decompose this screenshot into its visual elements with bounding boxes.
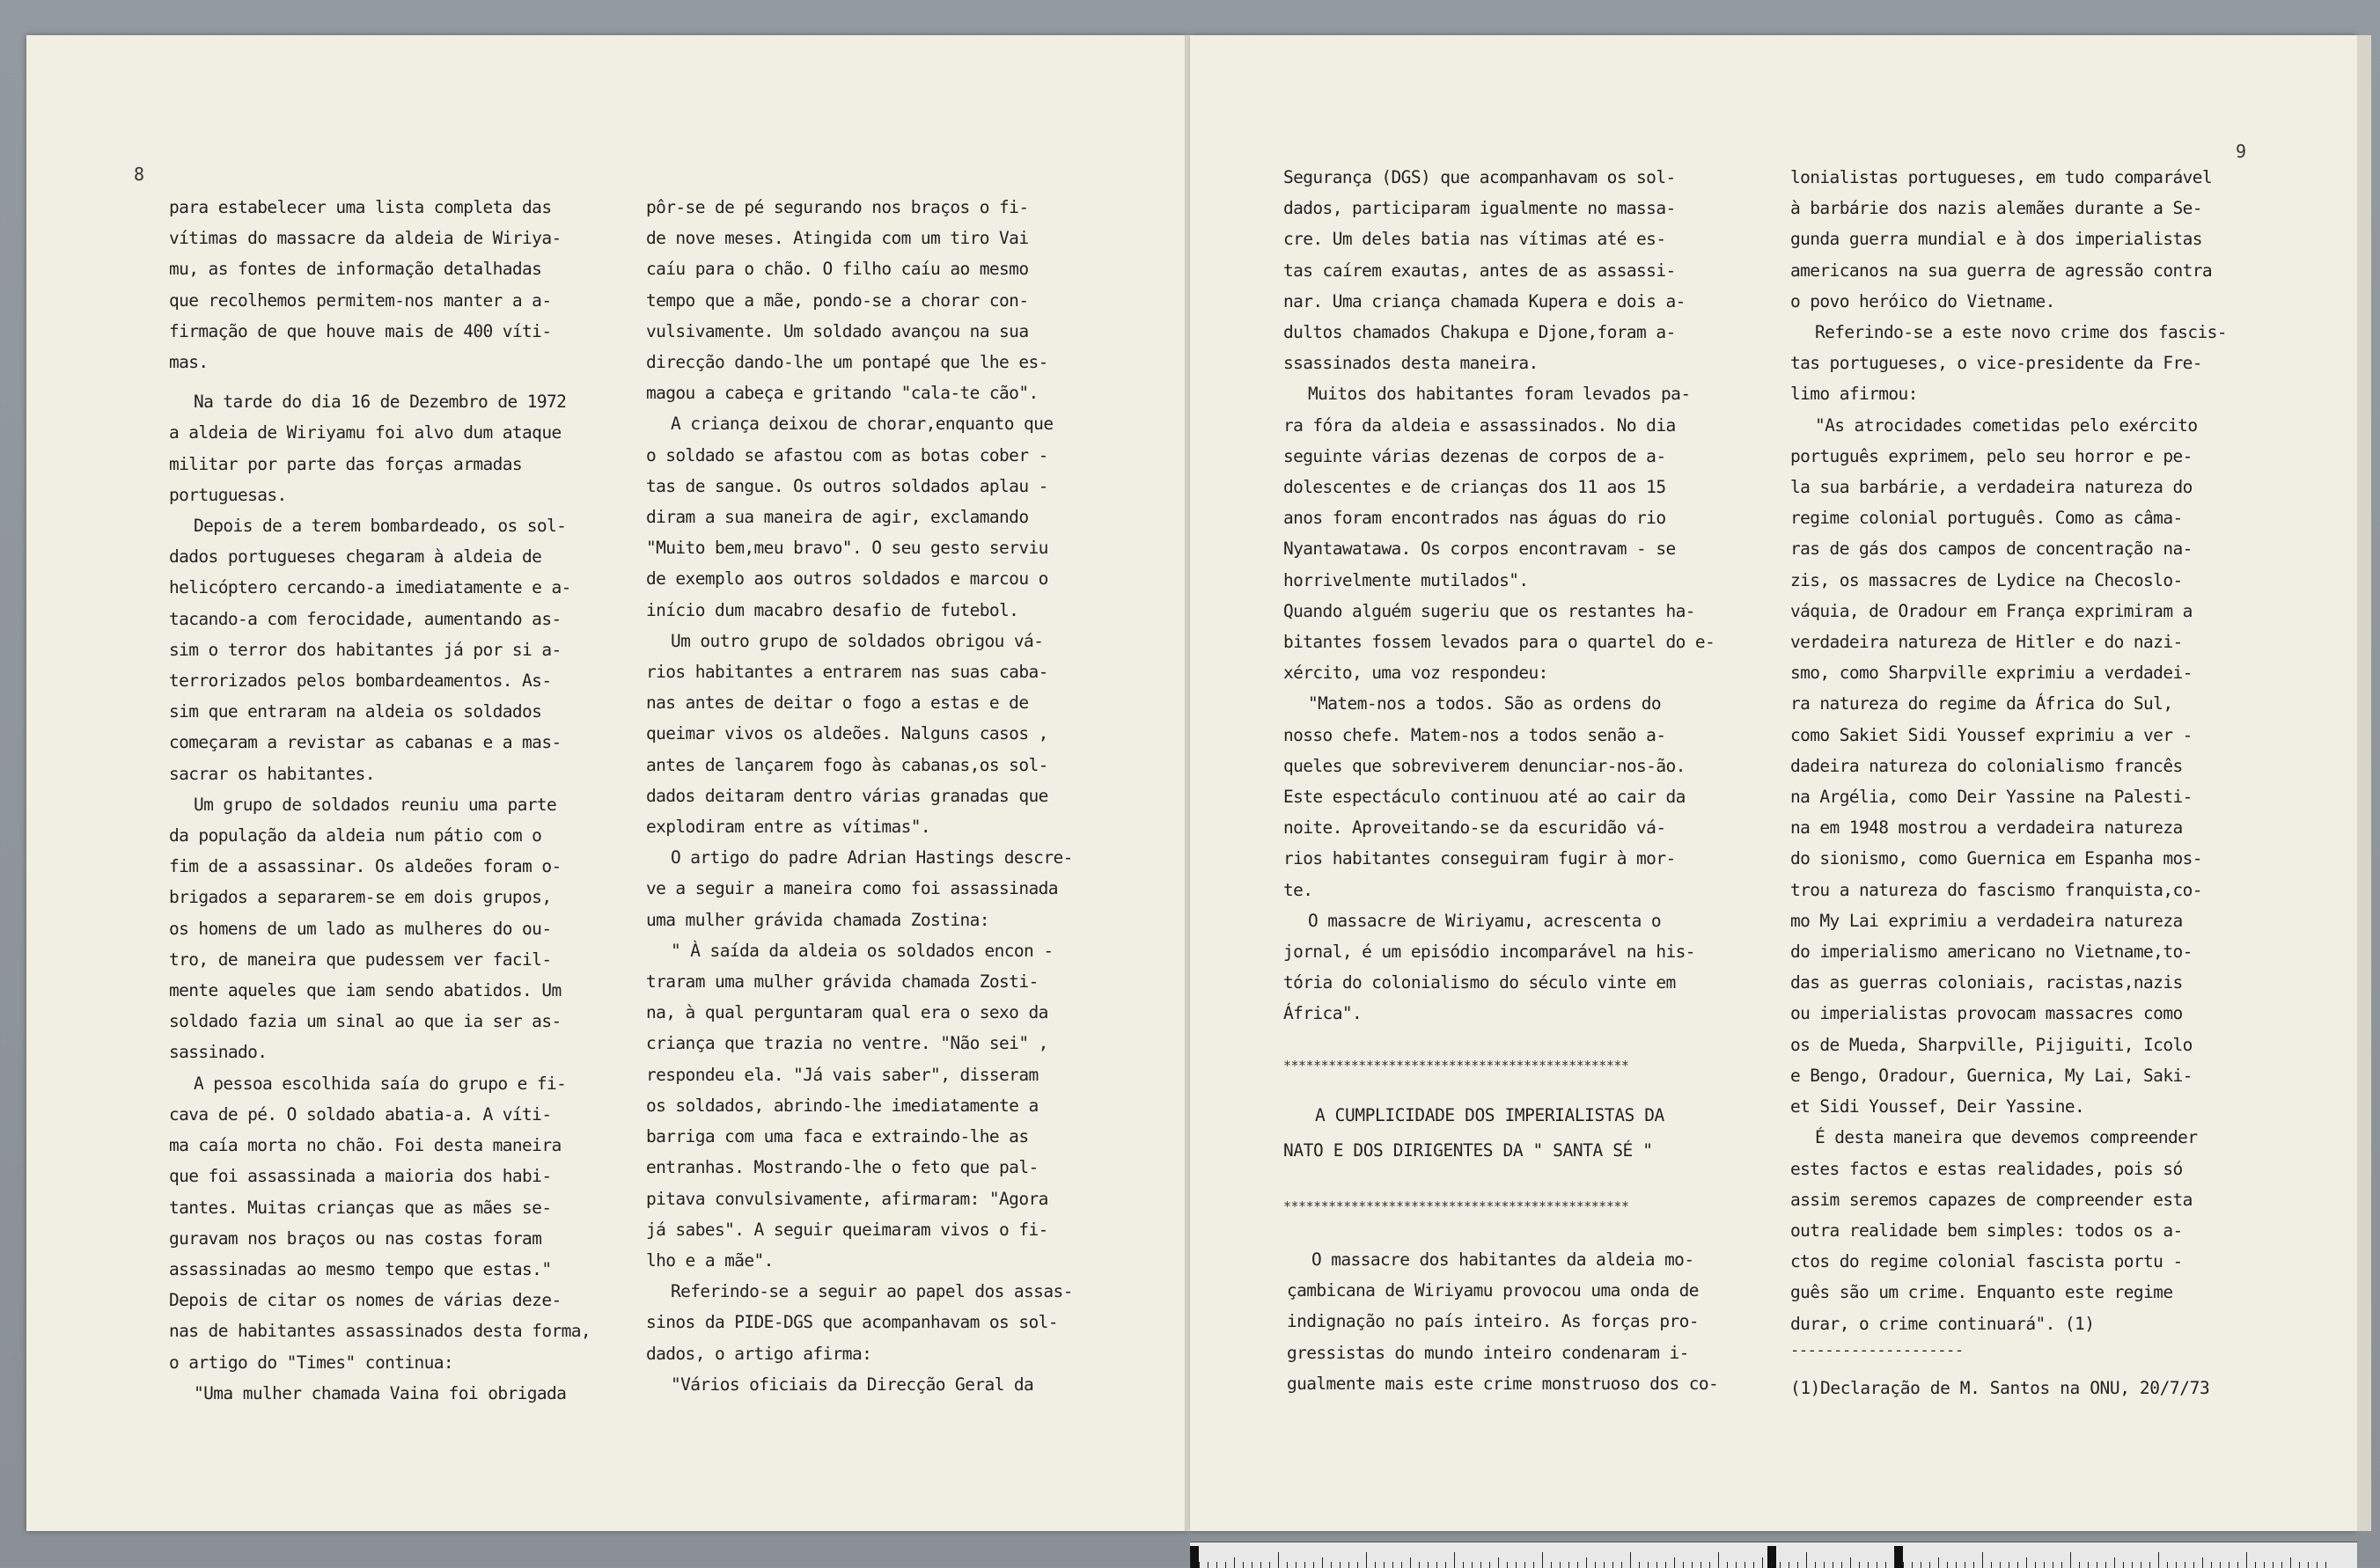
- ruler-block: [1894, 1546, 1903, 1568]
- text-line: smo, como Sharpville exprimiu a verdadei-: [1790, 663, 2193, 684]
- separator-stars-top: **********************************************: [1283, 1058, 1629, 1073]
- text-line: cre. Um deles batia nas vítimas até es-: [1283, 229, 1666, 250]
- ruler-tick: [1938, 1557, 1939, 1568]
- text-line: ssassinados desta maneira.: [1283, 353, 1539, 374]
- text-line: rios habitantes a entrarem nas suas caba-: [646, 662, 1048, 683]
- text-line: ve a seguir a maneira como foi assassinada: [646, 878, 1058, 899]
- ruler-tick: [1674, 1557, 1675, 1568]
- text-line: brigados a separarem-se em dois grupos,: [169, 887, 552, 908]
- text-line: lonialistas portugueses, em tudo comparável: [1790, 167, 2213, 187]
- text-line: nosso chefe. Matem-nos a todos senão a-: [1283, 724, 1666, 745]
- text-line: mente aqueles que iam sendo abatidos. Um: [169, 980, 562, 1001]
- text-line: Referindo-se a seguir ao papel dos assas-: [671, 1281, 1073, 1302]
- text-line: já sabes". A seguir queimaram vivos o fi-: [646, 1219, 1048, 1240]
- text-line: que recolhemos permitem-nos manter a a-: [169, 289, 552, 311]
- text-line: uma mulher grávida chamada Zostina:: [646, 909, 989, 930]
- text-line: indignação no país inteiro. As forças pro-: [1287, 1311, 1699, 1332]
- text-line: respondeu ela. "Já vais saber", disseram: [646, 1064, 1039, 1085]
- footnote-rule: --------------------: [1790, 1342, 1964, 1359]
- page-edge-strip: [2357, 35, 2371, 1531]
- text-line: tas caírem exautas, antes de as assassi-: [1283, 260, 1676, 281]
- text-line: jornal, é um episódio incomparável na his-: [1283, 942, 1695, 963]
- section-heading-line-1: A CUMPLICIDADE DOS IMPERIALISTAS DA: [1315, 1105, 1664, 1125]
- text-line: ra fóra da aldeia e assassinados. No dia: [1283, 414, 1676, 436]
- text-line: de exemplo aos outros soldados e marcou o: [646, 568, 1048, 590]
- text-line: à barbárie dos nazis alemães durante a Se-: [1790, 198, 2202, 219]
- text-line: queimar vivos os aldeões. Nalguns casos ,: [646, 723, 1048, 744]
- text-line: português exprimem, pelo seu horror e pe-: [1790, 445, 2193, 466]
- text-line: e Bengo, Oradour, Guernica, My Lai, Saki-: [1790, 1065, 2193, 1086]
- text-line: tacando-a com ferocidade, aumentando as-: [169, 608, 562, 629]
- text-line: nas de habitantes assassinados desta forma,: [169, 1321, 591, 1342]
- text-line: Um outro grupo de soldados obrigou vá-: [671, 630, 1044, 651]
- text-line: dados, participaram igualmente no massa-: [1283, 198, 1676, 219]
- text-line: noite. Aproveitando-se da escuridão vá-: [1283, 817, 1666, 839]
- text-line: dolescentes e de crianças dos 11 aos 15: [1283, 477, 1666, 498]
- separator-stars-bottom: **********************************************: [1283, 1198, 1629, 1214]
- ruler-tick: [1410, 1557, 1411, 1568]
- ruler-tick: [2026, 1557, 2027, 1568]
- text-line: regime colonial português. Como as câma-: [1790, 508, 2183, 529]
- ruler-block: [1190, 1546, 1199, 1568]
- text-line: sassinado.: [169, 1042, 268, 1063]
- text-line: o soldado se afastou com as botas cober -: [646, 444, 1048, 465]
- text-line: entranhas. Mostrando-lhe o feto que pal-: [646, 1157, 1039, 1178]
- text-line: os homens de um lado as mulheres do ou-: [169, 918, 552, 939]
- ruler-tick: [1762, 1557, 1763, 1568]
- ruler-tick: [1982, 1552, 1983, 1568]
- text-line: antes de lançarem fogo às cabanas,os sol-: [646, 754, 1048, 775]
- ruler-tick: [1850, 1557, 1851, 1568]
- text-line: "As atrocidades cometidas pelo exército: [1815, 414, 2198, 436]
- text-line: fim de a assassinar. Os aldeões foram o-: [169, 856, 562, 877]
- text-line: váquia, de Oradour em França exprimiram a: [1790, 600, 2193, 621]
- text-line: barriga com uma faca e extraindo-lhe as: [646, 1126, 1029, 1147]
- ruler-tick: [1630, 1552, 1631, 1568]
- text-line: do imperialismo americano no Vietname,to-: [1790, 942, 2193, 963]
- left-page-column-2: [646, 192, 1095, 1400]
- ruler-tick: [1234, 1557, 1235, 1568]
- text-line: gunda guerra mundial e à dos imperialistas: [1790, 229, 2202, 250]
- text-line: guês são um crime. Enquanto este regime: [1790, 1282, 2173, 1303]
- text-line: na, à qual perguntaram qual era o sexo da: [646, 1002, 1048, 1023]
- text-line: diram a sua maneira de agir, exclamando: [646, 507, 1029, 528]
- text-line: verdadeira natureza de Hitler e do nazi-: [1790, 632, 2183, 653]
- text-line: É desta maneira que devemos compreender: [1815, 1127, 2198, 1148]
- text-line: ras de gás dos campos de concentração na-: [1790, 539, 2193, 560]
- ruler-tick: [2114, 1557, 2115, 1568]
- text-line: bitantes fossem levados para o quartel do e-: [1283, 632, 1715, 653]
- text-line: caíu para o chão. O filho caíu ao mesmo: [646, 259, 1029, 280]
- text-line: o artigo do "Times" continua:: [169, 1352, 454, 1373]
- ruler-tick: [1190, 1552, 1191, 1568]
- text-line: zis, os massacres de Lydice na Checoslo-: [1790, 569, 2183, 590]
- text-line: das as guerras coloniais, racistas,nazis: [1790, 972, 2183, 993]
- text-line: tantes. Muitas crianças que as mães se-: [169, 1197, 552, 1218]
- text-line: militar por parte das forças armadas: [169, 453, 523, 474]
- text-line: firmação de que houve mais de 400 víti-: [169, 320, 552, 341]
- text-line: Depois de citar os nomes de várias deze-: [169, 1290, 562, 1311]
- text-line: xército, uma voz respondeu:: [1283, 663, 1548, 684]
- text-line: Quando alguém sugeriu que os restantes ha-: [1283, 600, 1695, 621]
- text-line: pôr-se de pé segurando nos braços o fi-: [646, 197, 1029, 217]
- scale-ruler: [1190, 1542, 2357, 1568]
- text-line: A pessoa escolhida saía do grupo e fi-: [194, 1073, 567, 1094]
- text-line: dados portugueses chegaram à aldeia de: [169, 546, 542, 568]
- text-line: Um grupo de soldados reuniu uma parte: [194, 794, 557, 815]
- text-line: começaram a revistar as cabanas e a mas-: [169, 732, 562, 753]
- text-line: da população da aldeia num pátio com o: [169, 825, 542, 846]
- text-line: nas antes de deitar o fogo a estas e de: [646, 692, 1029, 714]
- text-line: tro, de maneira que pudessem ver facil-: [169, 949, 552, 970]
- text-line: criança que trazia no ventre. "Não sei" ,: [646, 1033, 1048, 1054]
- ruler-tick: [2290, 1557, 2291, 1568]
- text-line: helicóptero cercando-a imediatamente e a-: [169, 577, 571, 598]
- right-page-column-1: [1283, 162, 1741, 1029]
- text-line: "Matem-nos a todos. São as ordens do: [1308, 693, 1662, 714]
- text-line: gualmente mais este crime monstruoso dos co-: [1287, 1373, 1719, 1394]
- text-line: sim o terror dos habitantes já por si a-: [169, 639, 562, 660]
- text-line: guravam nos braços ou nas costas foram: [169, 1227, 542, 1249]
- ruler-tick: [1806, 1552, 1807, 1568]
- text-line: Na tarde do dia 16 de Dezembro de 1972: [194, 392, 567, 413]
- text-line: os soldados, abrindo-lhe imediatamente a: [646, 1095, 1039, 1116]
- text-line: de nove meses. Atingida com um tiro Vai: [646, 228, 1029, 249]
- text-line: assim seremos capazes de compreender esta: [1790, 1189, 2193, 1210]
- text-line: dados deitaram dentro várias granadas que: [646, 785, 1048, 806]
- text-line: para estabelecer uma lista completa das: [169, 197, 552, 217]
- text-line: início dum macabro desafio de futebol.: [646, 599, 1019, 620]
- text-line: sim que entraram na aldeia os soldados: [169, 701, 542, 722]
- text-line: direcção dando-lhe um pontapé que lhe es-: [646, 352, 1048, 373]
- text-line: Depois de a terem bombardeado, os sol-: [194, 516, 567, 537]
- text-line: tempo que a mãe, pondo-se a chorar con-: [646, 289, 1029, 311]
- text-line: et Sidi Youssef, Deir Yassine.: [1790, 1096, 2085, 1117]
- text-line: a aldeia de Wiriyamu foi alvo dum ataque: [169, 422, 562, 443]
- text-line: pitava convulsivamente, afirmaram: "Agora: [646, 1188, 1048, 1209]
- text-line: limo afirmou:: [1790, 384, 1918, 405]
- section-heading-line-2: NATO E DOS DIRIGENTES DA " SANTA SÉ ": [1283, 1140, 1653, 1161]
- text-line: horrivelmente mutilados".: [1283, 569, 1529, 590]
- text-line: Nyantawatawa. Os corpos encontravam - se: [1283, 539, 1676, 560]
- ruler-tick: [1322, 1557, 1323, 1568]
- text-line: vulsivamente. Um soldado avançou na sua: [646, 320, 1029, 341]
- text-line: "Muito bem,meu bravo". O seu gesto serviu: [646, 538, 1048, 559]
- text-line: o povo heróico do Vietname.: [1790, 290, 2055, 311]
- text-line: que foi assassinada a maioria dos habi-: [169, 1166, 552, 1187]
- text-line: mo My Lai exprimiu a verdadeira natureza: [1790, 910, 2183, 931]
- footnote: (1)Declaração de M. Santos na ONU, 20/7/73: [1790, 1378, 2210, 1398]
- text-line: çambicana de Wiriyamu provocou uma onda de: [1287, 1280, 1699, 1301]
- text-line: os de Mueda, Sharpville, Pijiguiti, Icolo: [1790, 1034, 2193, 1055]
- text-line: tas de sangue. Os outros soldados aplau -: [646, 475, 1048, 496]
- text-line: sacrar os habitantes.: [169, 763, 375, 784]
- text-line: ma caía morta no chão. Foi desta maneira: [169, 1135, 562, 1156]
- text-line: dultos chamados Chakupa e Djone,foram a-: [1283, 322, 1676, 343]
- text-line: ctos do regime colonial fascista portu -: [1790, 1251, 2183, 1272]
- text-line: queles que sobreviverem denunciar-nos-ão.: [1283, 755, 1686, 776]
- text-line: A criança deixou de chorar,enquanto que: [671, 414, 1054, 435]
- text-line: estes factos e estas realidades, pois só: [1790, 1158, 2183, 1179]
- left-page-column-1: [169, 192, 591, 1409]
- text-line: gressistas do mundo inteiro condenaram i-: [1287, 1342, 1689, 1363]
- text-line: assassinadas ao mesmo tempo que estas.": [169, 1258, 552, 1279]
- text-line: na Argélia, como Deir Yassine na Palesti-: [1790, 787, 2193, 808]
- text-line: seguinte várias dezenas de corpos de a-: [1283, 445, 1666, 466]
- text-line: explodiram entre as vítimas".: [646, 817, 931, 838]
- text-line: O artigo do padre Adrian Hastings descre-: [671, 847, 1073, 868]
- text-line: Referindo-se a este novo crime dos fascis-: [1815, 322, 2227, 343]
- text-line: O massacre dos habitantes da aldeia mo-: [1311, 1249, 1694, 1270]
- text-line: " À saída da aldeia os soldados encon -: [671, 940, 1054, 961]
- right-page-column-2: [1790, 162, 2248, 1339]
- text-line: sinos da PIDE-DGS que acompanhavam os sol-: [646, 1312, 1058, 1333]
- ruler-tick: [1586, 1557, 1587, 1568]
- ruler-tick: [2070, 1552, 2071, 1568]
- ruler-tick: [2246, 1552, 2247, 1568]
- left-page-number: 8: [134, 164, 145, 185]
- text-line: traram uma mulher grávida chamada Zosti-: [646, 971, 1039, 993]
- ruler-tick: [1454, 1552, 1455, 1568]
- text-line: mu, as fontes de informação detalhadas: [169, 259, 542, 280]
- text-line: magou a cabeça e gritando "cala-te cão".: [646, 383, 1039, 404]
- ruler-tick: [1278, 1552, 1279, 1568]
- text-line: ou imperialistas provocam massacres como: [1790, 1003, 2183, 1024]
- text-line: do sionismo, como Guernica em Espanha mos-: [1790, 848, 2202, 869]
- text-line: mas.: [169, 352, 209, 373]
- ruler-tick: [2202, 1557, 2203, 1568]
- text-line: cava de pé. O soldado abatia-a. A víti-: [169, 1103, 552, 1125]
- ruler-block: [1767, 1546, 1776, 1568]
- right-page-column-1-bottom: [1287, 1244, 1745, 1399]
- text-line: vítimas do massacre da aldeia de Wiriya-: [169, 228, 562, 249]
- text-line: anos foram encontrados nas águas do rio: [1283, 508, 1666, 529]
- text-line: terrorizados pelos bombardeamentos. As-: [169, 670, 552, 692]
- text-line: "Vários oficiais da Direcção Geral da: [671, 1374, 1034, 1395]
- ruler-tick: [1542, 1552, 1543, 1568]
- text-line: te.: [1283, 879, 1313, 900]
- ruler-tick: [1366, 1552, 1367, 1568]
- ruler-tick: [1894, 1552, 1895, 1568]
- text-line: Este espectáculo continuou até ao cair da: [1283, 787, 1686, 808]
- text-line: Muitos dos habitantes foram levados pa-: [1308, 384, 1691, 405]
- text-line: soldado fazia um sinal ao que ia ser as-: [169, 1011, 562, 1032]
- text-line: O massacre de Wiriyamu, acrescenta o: [1308, 910, 1662, 931]
- text-line: dados, o artigo afirma:: [646, 1343, 872, 1364]
- text-line: outra realidade bem simples: todos os a-: [1790, 1220, 2183, 1241]
- right-page-number: 9: [2236, 141, 2247, 162]
- text-line: americanos na sua guerra de agressão contra: [1790, 260, 2213, 281]
- text-line: ra natureza do regime da África do Sul,: [1790, 693, 2173, 714]
- text-line: nar. Uma criança chamada Kupera e dois a-: [1283, 290, 1686, 311]
- text-line: lho e a mãe".: [646, 1249, 774, 1271]
- text-line: tória do colonialismo do século vinte em: [1283, 972, 1676, 993]
- text-line: trou a natureza do fascismo franquista,co-: [1790, 879, 2202, 900]
- text-line: dadeira natureza do colonialismo francês: [1790, 755, 2183, 776]
- text-line: portuguesas.: [169, 484, 287, 505]
- text-line: África".: [1283, 1003, 1363, 1024]
- text-line: durar, o crime continuará". (1): [1790, 1313, 2095, 1334]
- ruler-tick: [1498, 1557, 1499, 1568]
- text-line: na em 1948 mostrou a verdadeira natureza: [1790, 817, 2183, 839]
- text-line: Segurança (DGS) que acompanhavam os sol-: [1283, 167, 1676, 187]
- text-line: como Sakiet Sidi Youssef exprimiu a ver -: [1790, 724, 2193, 745]
- text-line: la sua barbárie, a verdadeira natureza do: [1790, 477, 2193, 498]
- text-line: rios habitantes conseguiram fugir à mor-: [1283, 848, 1676, 869]
- text-line: "Uma mulher chamada Vaina foi obrigada: [194, 1382, 567, 1403]
- ruler-tick: [2158, 1552, 2159, 1568]
- ruler-tick: [1718, 1552, 1719, 1568]
- text-line: tas portugueses, o vice-presidente da Fre-: [1790, 353, 2202, 374]
